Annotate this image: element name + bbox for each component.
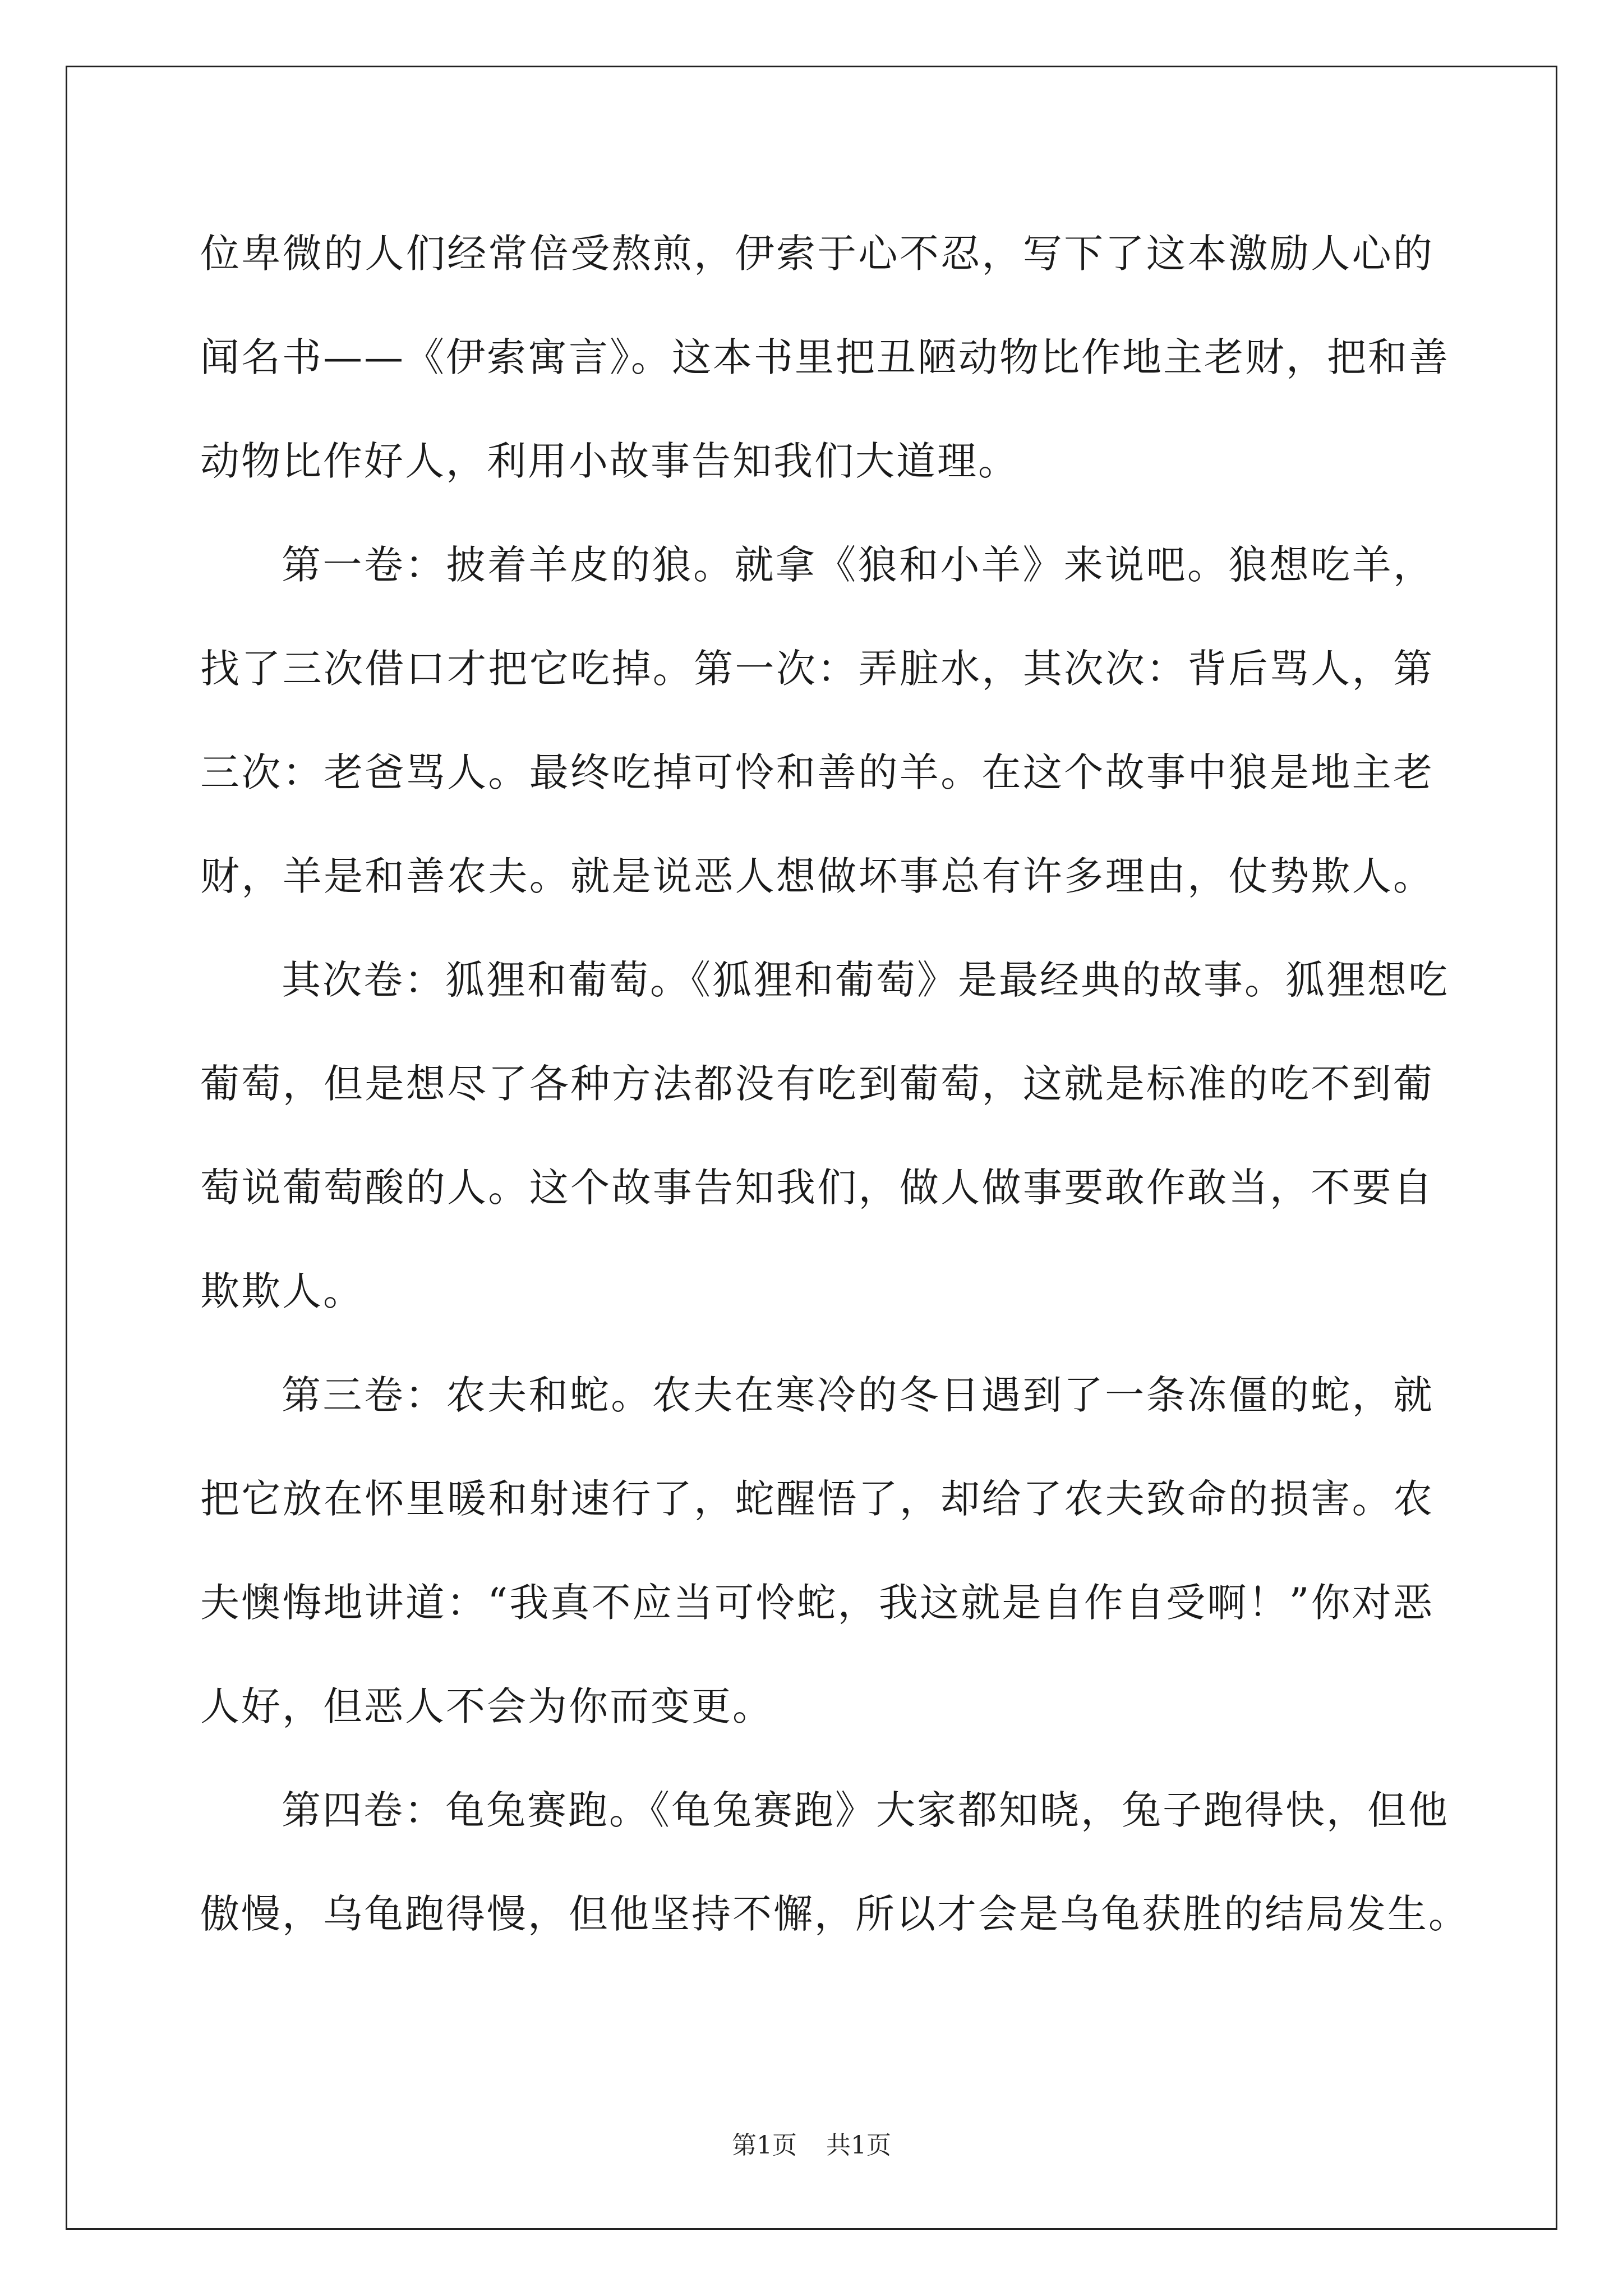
text-line: 闻名书——《伊索寓言》。这本书里把丑陋动物比作地主老财，把和善 (200, 334, 1450, 380)
text-line: 三次：老爸骂人。最终吃掉可怜和善的羊。在这个故事中狼是地主老 (200, 749, 1434, 795)
text-line: 其次卷：狐狸和葡萄。《狐狸和葡萄》是最经典的故事。狐狸想吃 (282, 957, 1449, 1003)
page-number: 第1页 (732, 2131, 797, 2160)
text-line: 葡萄，但是想尽了各种方法都没有吃到葡萄，这就是标准的吃不到葡 (200, 1061, 1434, 1107)
text-line: 傲慢，乌龟跑得慢，但他坚持不懈，所以才会是乌龟获胜的结局发生。 (200, 1891, 1469, 1937)
text-line: 第四卷：龟兔赛跑。《龟兔赛跑》大家都知晓，兔子跑得快，但他 (282, 1787, 1449, 1833)
text-line: 萄说葡萄酸的人。这个故事告知我们，做人做事要敢作敢当，不要自 (200, 1165, 1434, 1211)
text-line: 动物比作好人，利用小故事告知我们大道理。 (200, 438, 1019, 484)
text-line: 夫懊悔地讲道：“我真不应当可怜蛇，我这就是自作自受啊！”你对恶 (200, 1580, 1434, 1626)
text-line: 把它放在怀里暖和射速行了，蛇醒悟了，却给了农夫致命的损害。农 (200, 1476, 1434, 1522)
text-line: 人好，但恶人不会为你而变更。 (200, 1683, 773, 1729)
text-line: 欺欺人。 (200, 1268, 364, 1314)
text-line: 找了三次借口才把它吃掉。第一次：弄脏水，其次次：背后骂人，第 (200, 646, 1434, 692)
document-body (200, 202, 1469, 1966)
page-footer (0, 2129, 1623, 2162)
text-line: 财，羊是和善农夫。就是说恶人想做坏事总有许多理由，仗势欺人。 (200, 853, 1434, 899)
text-line: 位卑微的人们经常倍受熬煎，伊索于心不忍，写下了这本激励人心的 (200, 231, 1434, 277)
text-line: 第一卷：披着羊皮的狼。就拿《狼和小羊》来说吧。狼想吃羊， (282, 542, 1434, 588)
page-total: 共1页 (826, 2131, 891, 2160)
text-line: 第三卷：农夫和蛇。农夫在寒冷的冬日遇到了一条冻僵的蛇，就 (282, 1372, 1434, 1418)
